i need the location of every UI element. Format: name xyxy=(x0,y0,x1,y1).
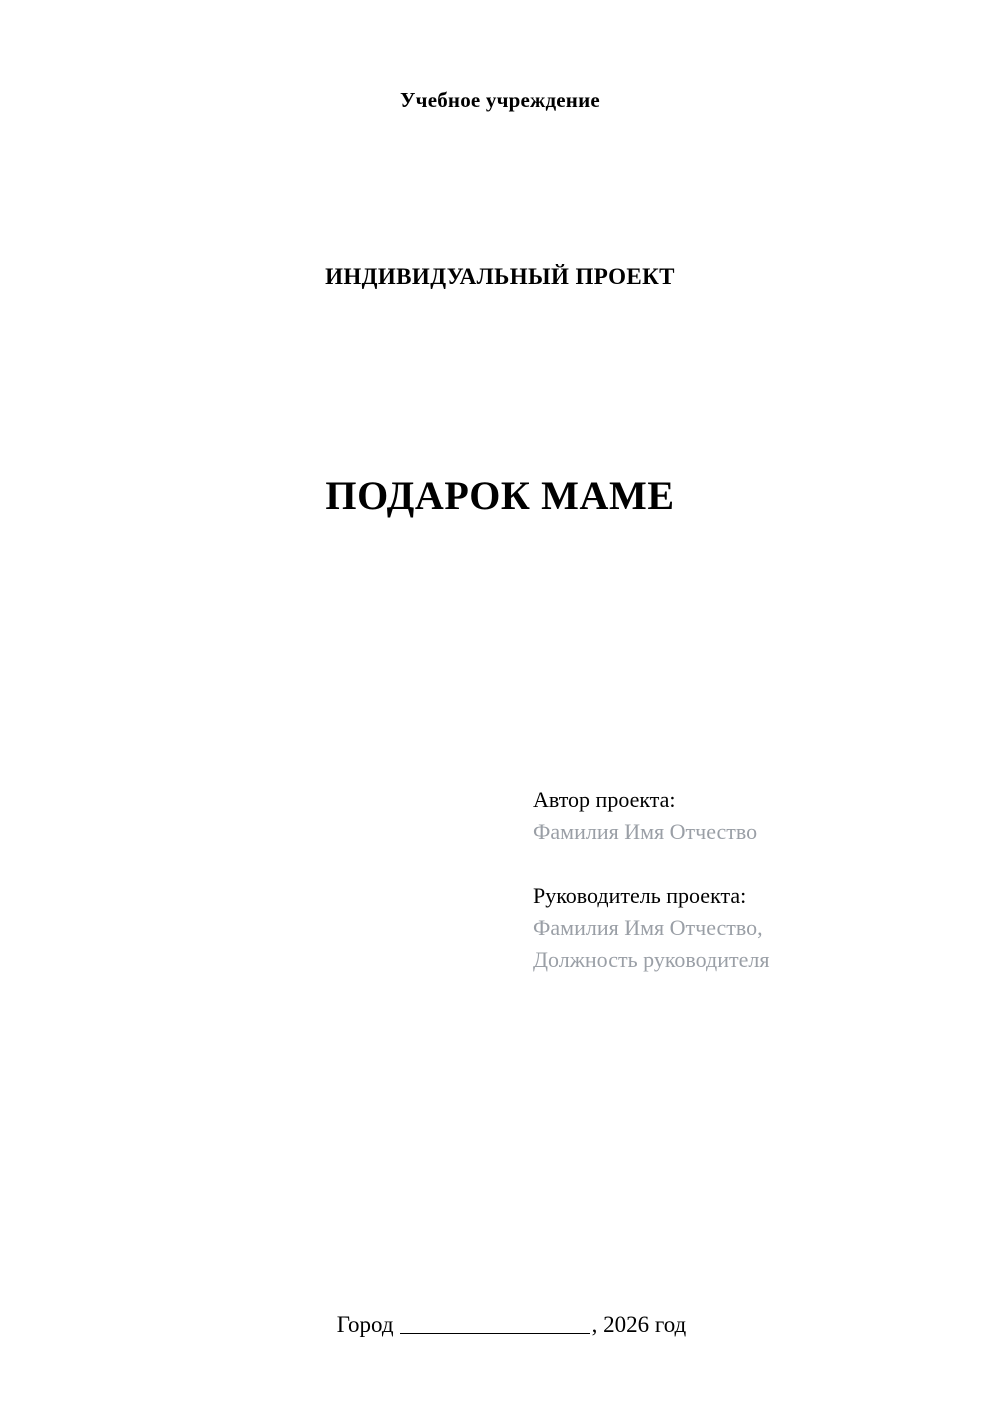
credits-block xyxy=(533,784,933,975)
document-kind: ИНДИВИДУАЛЬНЫЙ ПРОЕКТ xyxy=(325,264,675,289)
author-label: Автор проекта: xyxy=(533,787,676,812)
supervisor-label: Руководитель проекта: xyxy=(533,882,747,908)
supervisor-group xyxy=(533,880,933,976)
page-title: ПОДАРОК МАМЕ xyxy=(325,472,675,518)
supervisor-value-line-2: Должность руководителя xyxy=(533,946,770,972)
author-group xyxy=(533,784,933,848)
supervisor-value-line-1: Фамилия Имя Отчество, xyxy=(533,914,763,940)
institution-name: Учебное учреждение xyxy=(400,88,600,112)
footer-city-year xyxy=(0,1286,1000,1364)
author-value: Фамилия Имя Отчество xyxy=(533,818,758,844)
city-fill-line xyxy=(400,1332,590,1334)
city-label: Город xyxy=(336,1312,394,1337)
year-text: , 2026 год xyxy=(591,1312,687,1337)
